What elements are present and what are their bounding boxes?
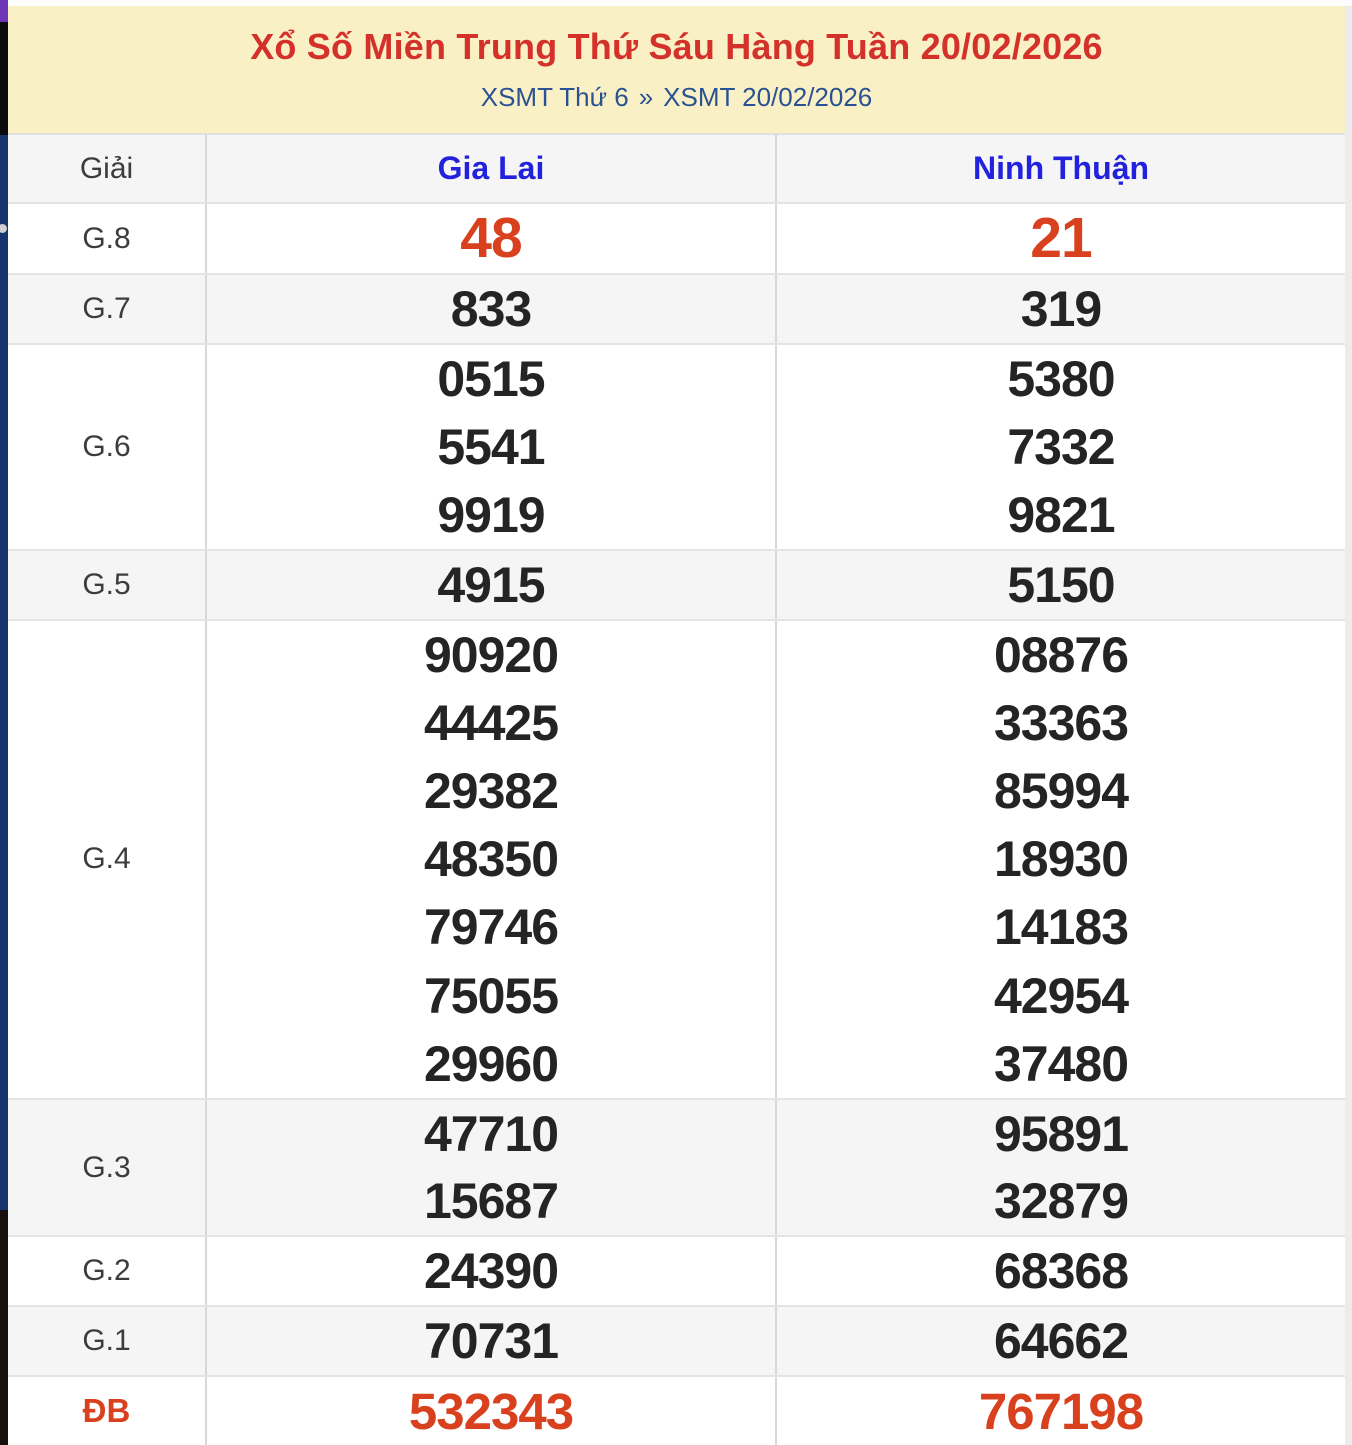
prize-column-header-cell	[8, 135, 205, 202]
prize-row-g3	[8, 1100, 1345, 1237]
province2-header-cell	[775, 135, 1345, 202]
winning-number: 767198	[978, 1382, 1144, 1440]
winning-number: 833	[450, 281, 532, 337]
winning-number: 47710	[423, 1105, 559, 1162]
prize-label: G.3	[82, 1150, 131, 1184]
prize-row-g6	[8, 345, 1345, 551]
winning-number: 5380	[1007, 350, 1115, 407]
prize-label-cell	[8, 621, 205, 1099]
number-line	[207, 481, 775, 549]
number-line	[207, 345, 775, 413]
number-line	[207, 1377, 775, 1445]
prize-label-cell	[8, 551, 205, 619]
number-line	[207, 1237, 775, 1305]
winning-number: 90920	[423, 626, 559, 683]
prize-row-đb	[8, 1377, 1345, 1445]
province2-numbers-cell	[775, 1307, 1345, 1375]
prize-label-cell	[8, 345, 205, 549]
prize-label-cell	[8, 204, 205, 273]
province1-numbers-cell	[205, 275, 775, 343]
right-page-gutter	[1345, 6, 1352, 1445]
province1-numbers-cell	[205, 1237, 775, 1305]
number-line	[777, 204, 1345, 273]
province2-numbers-cell	[775, 1377, 1345, 1445]
prize-label: G.6	[82, 429, 131, 463]
number-line	[777, 757, 1345, 825]
number-line	[207, 893, 775, 961]
province1-header-cell	[205, 135, 775, 202]
winning-number: 70731	[423, 1313, 559, 1369]
number-line	[207, 275, 775, 343]
winning-number: 14183	[993, 899, 1129, 956]
number-line	[777, 481, 1345, 549]
winning-number: 32879	[993, 1173, 1129, 1230]
number-line	[777, 1100, 1345, 1168]
number-line	[207, 689, 775, 757]
prize-row-g1	[8, 1307, 1345, 1377]
winning-number: 37480	[993, 1035, 1129, 1092]
number-line	[777, 413, 1345, 481]
number-line	[777, 1030, 1345, 1098]
winning-number: 68368	[993, 1243, 1129, 1299]
prize-label: G.4	[82, 842, 131, 876]
background-sliver-purple-segment	[0, 0, 8, 22]
winning-number: 15687	[423, 1173, 559, 1230]
province1-numbers-cell	[205, 1100, 775, 1235]
prize-label: G.1	[82, 1324, 131, 1357]
breadcrumb-link-xsmt-date[interactable]: XSMT 20/02/2026	[663, 81, 873, 112]
table-header-row	[8, 135, 1345, 204]
winning-number: 7332	[1007, 418, 1115, 475]
background-sliver-navy-segment	[0, 135, 8, 1210]
number-line	[207, 204, 775, 273]
winning-number: 44425	[423, 694, 559, 751]
winning-number: 29382	[423, 763, 559, 820]
background-sliver-dark-segment	[0, 1210, 8, 1445]
number-line	[777, 962, 1345, 1030]
prize-column-header: Giải	[79, 151, 134, 185]
number-line	[207, 962, 775, 1030]
prize-label: G.8	[82, 221, 131, 255]
winning-number: 95891	[993, 1105, 1129, 1162]
prize-row-g2	[8, 1237, 1345, 1307]
prize-label: G.2	[82, 1254, 131, 1287]
number-line	[207, 825, 775, 893]
prize-row-g8	[8, 204, 1345, 275]
winning-number: 29960	[423, 1035, 559, 1092]
province2-numbers-cell	[775, 1100, 1345, 1235]
winning-number: 48	[460, 206, 522, 270]
winning-number: 5150	[1007, 556, 1115, 613]
number-line	[207, 1100, 775, 1168]
winning-number: 21	[1030, 206, 1092, 270]
breadcrumb-separator: »	[638, 81, 654, 112]
winning-number: 48350	[423, 831, 559, 888]
winning-number: 532343	[408, 1382, 574, 1440]
page-title: Xổ Số Miền Trung Thứ Sáu Hàng Tuần 20/02/2026	[250, 26, 1103, 68]
prize-label: G.5	[82, 567, 131, 601]
background-sliver-black-segment	[0, 22, 8, 135]
winning-number: 0515	[437, 350, 545, 407]
prize-row-g5	[8, 551, 1345, 621]
province1-numbers-cell	[205, 621, 775, 1099]
lottery-header-banner	[8, 6, 1345, 133]
province2-numbers-cell	[775, 345, 1345, 549]
prize-label-cell	[8, 1100, 205, 1235]
number-line	[777, 275, 1345, 343]
number-line	[777, 1307, 1345, 1375]
winning-number: 18930	[993, 831, 1129, 888]
number-line	[777, 1237, 1345, 1305]
background-window-sliver	[0, 0, 8, 1445]
number-line	[207, 1030, 775, 1098]
province2-numbers-cell	[775, 275, 1345, 343]
province1-numbers-cell	[205, 551, 775, 619]
province2-numbers-cell	[775, 1237, 1345, 1305]
province2-numbers-cell	[775, 621, 1345, 1099]
winning-number: 85994	[993, 763, 1129, 820]
winning-number: 4915	[437, 556, 545, 613]
number-line	[207, 1307, 775, 1375]
number-line	[777, 1377, 1345, 1445]
table-body	[8, 204, 1345, 1445]
province1-header-link[interactable]: Gia Lai	[437, 150, 545, 186]
number-line	[777, 551, 1345, 619]
province1-numbers-cell	[205, 345, 775, 549]
province1-numbers-cell	[205, 1307, 775, 1375]
breadcrumb-link-xsmt-day[interactable]: XSMT Thứ 6	[480, 81, 629, 112]
winning-number: 5541	[437, 418, 545, 475]
number-line	[777, 825, 1345, 893]
prize-label: G.7	[82, 292, 131, 325]
number-line	[207, 620, 775, 688]
province2-numbers-cell	[775, 204, 1345, 273]
number-line	[207, 551, 775, 619]
province2-header-link[interactable]: Ninh Thuận	[973, 150, 1149, 186]
winning-number: 9919	[437, 486, 545, 543]
winning-number: 33363	[993, 694, 1129, 751]
breadcrumb	[481, 82, 873, 113]
winning-number: 75055	[423, 967, 559, 1024]
prize-label-cell	[8, 1237, 205, 1305]
province2-numbers-cell	[775, 551, 1345, 619]
winning-number: 319	[1020, 281, 1102, 337]
results-table	[8, 133, 1345, 1445]
number-line	[777, 689, 1345, 757]
winning-number: 24390	[423, 1243, 559, 1299]
prize-label-cell	[8, 275, 205, 343]
number-line	[207, 757, 775, 825]
number-line	[777, 893, 1345, 961]
prize-label-cell	[8, 1307, 205, 1375]
number-line	[777, 620, 1345, 688]
province1-numbers-cell	[205, 1377, 775, 1445]
province1-numbers-cell	[205, 204, 775, 273]
winning-number: 08876	[993, 626, 1129, 683]
prize-label: ĐB	[82, 1392, 131, 1429]
winning-number: 42954	[993, 967, 1129, 1024]
prize-row-g4	[8, 621, 1345, 1101]
number-line	[207, 1168, 775, 1236]
winning-number: 64662	[993, 1313, 1129, 1369]
prize-label-cell	[8, 1377, 205, 1445]
winning-number: 79746	[423, 899, 559, 956]
winning-number: 9821	[1007, 486, 1115, 543]
number-line	[777, 345, 1345, 413]
content-area	[8, 6, 1345, 1445]
number-line	[207, 413, 775, 481]
number-line	[777, 1168, 1345, 1236]
prize-row-g7	[8, 275, 1345, 345]
